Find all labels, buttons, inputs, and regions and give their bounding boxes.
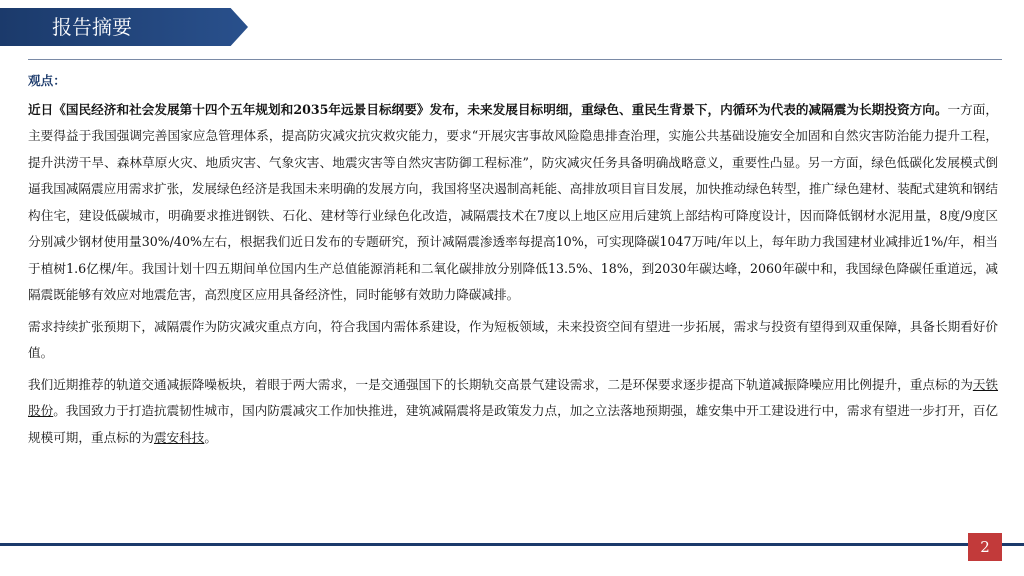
top-divider — [28, 59, 1002, 60]
stock-link-zhenan[interactable]: 震安科技 — [153, 429, 205, 445]
bottom-divider — [0, 543, 1024, 546]
report-body — [28, 68, 998, 456]
stock-link-tiantie[interactable]: 天铁股份 — [28, 376, 999, 418]
paragraph-1 — [28, 97, 998, 309]
paragraph-3-part-a: 我们近期推荐的轨道交通减振降噪板块，着眼于两大需求，一是交通强国下的长期轨交高景气建设需求，二是环保要求逐步提高下轨道减振降噪应用比例提升，重点标的为 — [28, 376, 973, 392]
paragraph-3-part-c: 。 — [204, 429, 217, 445]
paragraph-1-body: 一方面，主要得益于我国强调完善国家应急管理体系，提高防灾减灾抗灾救灾能力，要求“开展灾害事故风险隐患排查治理，实施公共基础设施安全加固和自然灾害防治能力提升工程，提升洪涝干旱、森林草原火灾、地质灾害、气象灾害、地震灾害等自然灾害防御工程标准”，防灾减灾任务具备明确战略意义，重要性凸显。另一方面，绿色低碳化发展模式倒逼我国减隔震应用需求扩张，发展绿色经济是我国未来明确的发展方向，我国将坚决遏制高耗能、高排放项目盲目发展，加快推动绿色转型，推广绿色建材、装配式建筑和钢结构住宅，建设低碳城市，明确要求推进钢铁、石化、建材等行业绿色化改造，减隔震技术在7度以上地区应用后建筑上部结构可降度设计，因而降低钢材水泥用量，8度/9度区分别减少钢材使用量30%/40%左右，根据我们近日发布的专题研究，预计减隔震渗透率每提高10%，可实现降碳1047万吨/年以上，每年助力我国建材业减排近1%/年，相当于植树1.6亿棵/年。我国计划十四五期间单位国内生产总值能源消耗和二氧化碳排放分别降低13.5%、18%，到2030年碳达峰，2060年碳中和，我国绿色降碳任重道远，减隔震既能够有效应对地震危害，高烈度区应用具备经济性，同时能够有效助力降碳减排。 — [28, 101, 998, 302]
paragraph-3-part-b: 。我国致力于打造抗震韧性城市，国内防震减灾工作加快推进，建筑减隔震将是政策发力点，加之立法落地预期强，雄安集中开工建设进行中，需求有望进一步打开，百亿规模可期，重点标的为 — [28, 403, 999, 445]
section-label: 观点： — [28, 73, 66, 88]
page-number-badge: 2 — [968, 533, 1002, 561]
paragraph-2: 需求持续扩张预期下，减隔震作为防灾减灾重点方向，符合我国内需体系建设，作为短板领域，未来投资空间有望进一步拓展，需求与投资有望得到双重保障，具备长期看好价值。 — [28, 318, 998, 360]
page-title: 报告摘要 — [52, 15, 132, 39]
paragraph-3 — [28, 372, 998, 452]
paragraph-1-lead: 近日《国民经济和社会发展第十四个五年规划和2035年远景目标纲要》发布，未来发展目标明细，重绿色、重民生背景下，内循环为代表的减隔震为长期投资方向。 — [28, 101, 948, 117]
